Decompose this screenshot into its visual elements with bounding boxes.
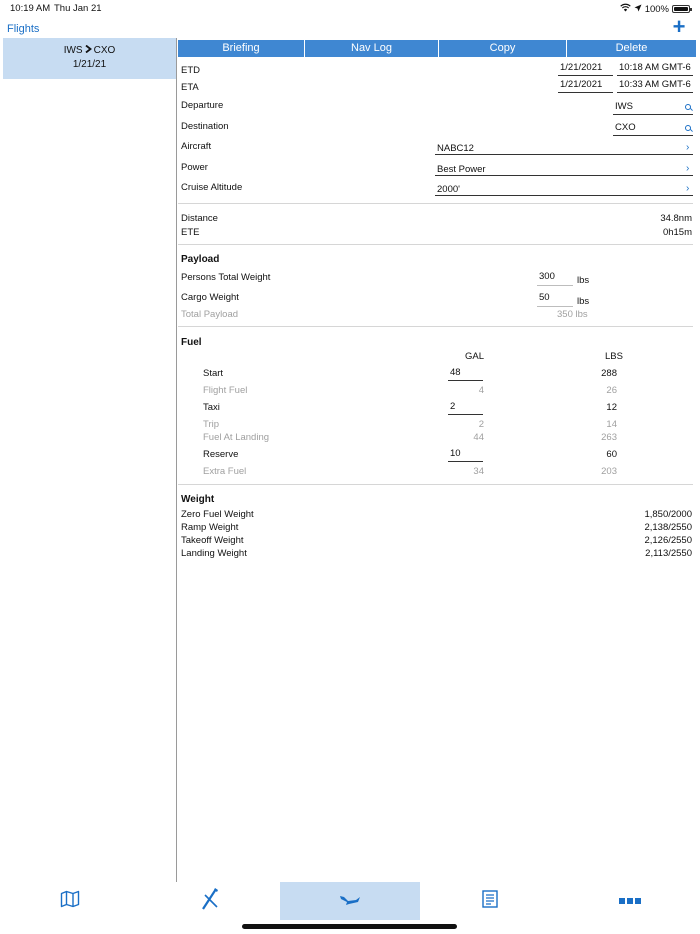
tab-copy[interactable]: Copy xyxy=(439,40,567,57)
flight-fuel-label: Flight Fuel xyxy=(203,385,248,396)
flight-action-tabs xyxy=(178,40,696,57)
fuel-trip-gal: 2 xyxy=(478,419,484,430)
cruise-altitude-selector[interactable]: 2000' xyxy=(437,184,460,195)
etd-date-field[interactable]: 1/21/2021 xyxy=(560,62,603,73)
departure-field[interactable]: IWS xyxy=(615,101,633,112)
aircraft-selector[interactable]: NABC12 xyxy=(437,143,474,154)
fuel-reserve-lbs: 60 xyxy=(606,449,617,460)
section-divider xyxy=(178,326,693,327)
zero-fuel-weight-label: Zero Fuel Weight xyxy=(181,509,254,520)
takeoff-weight-value: 2,126/2550 xyxy=(644,535,692,546)
fuel-start-lbs: 288 xyxy=(601,368,617,379)
fuel-taxi-label: Taxi xyxy=(203,402,220,413)
etd-time-field[interactable]: 10:18 AM GMT-6 xyxy=(619,62,691,73)
fuel-gal-header: GAL xyxy=(465,351,485,362)
flight-fuel-lbs: 26 xyxy=(606,385,617,396)
eta-date-field[interactable]: 1/21/2021 xyxy=(560,79,603,90)
chevron-right-icon[interactable]: › xyxy=(686,142,690,153)
fuel-start-gal-input[interactable]: 48 xyxy=(450,367,461,378)
total-payload-label: Total Payload xyxy=(181,309,239,320)
destination-underline xyxy=(613,135,693,136)
extra-fuel-gal: 34 xyxy=(473,466,484,477)
search-icon[interactable] xyxy=(685,104,691,110)
tab-map[interactable] xyxy=(0,882,140,920)
aircraft-label: Aircraft xyxy=(181,141,212,152)
power-label: Power xyxy=(181,162,208,173)
fuel-reserve-underline xyxy=(448,461,483,462)
fuel-taxi-underline xyxy=(448,414,483,415)
total-payload-value: 350 lbs xyxy=(557,309,588,320)
search-icon[interactable] xyxy=(685,125,691,131)
flight-date: 1/21/21 xyxy=(72,59,107,70)
home-indicator xyxy=(242,924,457,929)
fuel-start-underline xyxy=(448,380,483,381)
cargo-weight-underline xyxy=(537,306,573,307)
plus-icon[interactable]: + xyxy=(672,14,686,39)
tab-logbook[interactable] xyxy=(420,882,560,920)
section-divider xyxy=(178,244,693,245)
battery-percent: 100% xyxy=(644,3,669,15)
distance-value: 34.8nm xyxy=(660,213,692,224)
cargo-weight-label: Cargo Weight xyxy=(181,292,239,303)
ete-value: 0h15m xyxy=(662,227,692,238)
weight-heading: Weight xyxy=(181,494,215,505)
cargo-weight-unit: lbs xyxy=(577,296,590,307)
departure-label: Departure xyxy=(181,100,224,111)
extra-fuel-label: Extra Fuel xyxy=(203,466,247,477)
fuel-reserve-gal-input[interactable]: 10 xyxy=(450,448,461,459)
extra-fuel-lbs: 203 xyxy=(601,466,617,477)
aircraft-underline xyxy=(435,154,693,155)
nav-bar xyxy=(0,14,700,40)
flight-list-item[interactable] xyxy=(3,38,176,79)
destination-field[interactable]: CXO xyxy=(615,122,636,133)
tab-nav-log[interactable]: Nav Log xyxy=(305,40,439,57)
distance-label: Distance xyxy=(181,213,218,224)
persons-weight-label: Persons Total Weight xyxy=(181,272,271,283)
etd-time-underline xyxy=(617,75,693,76)
cargo-weight-input[interactable]: 50 xyxy=(539,292,550,303)
chevron-right-icon xyxy=(85,45,92,56)
location-icon xyxy=(634,4,642,15)
departure-underline xyxy=(613,114,693,115)
flight-fuel-gal: 4 xyxy=(478,385,484,396)
wifi-icon xyxy=(620,3,631,15)
logbook-icon xyxy=(481,889,499,914)
chevron-right-icon[interactable]: › xyxy=(686,183,690,194)
destination-label: Destination xyxy=(181,121,229,132)
fuel-heading: Fuel xyxy=(181,337,202,348)
section-divider xyxy=(178,484,693,485)
flight-list-sidebar xyxy=(0,38,177,882)
tab-flights[interactable] xyxy=(280,882,420,920)
status-date: Thu Jan 21 xyxy=(54,3,102,14)
fuel-at-landing-lbs: 263 xyxy=(601,432,617,443)
fuel-taxi-gal-input[interactable]: 2 xyxy=(450,401,456,412)
payload-heading: Payload xyxy=(181,254,220,265)
power-selector[interactable]: Best Power xyxy=(437,164,486,175)
cruise-altitude-underline xyxy=(435,195,693,196)
tab-more[interactable] xyxy=(560,882,700,920)
zero-fuel-weight-value: 1,850/2000 xyxy=(644,509,692,520)
landing-weight-value: 2,113/2550 xyxy=(645,548,692,559)
etd-date-underline xyxy=(558,75,613,76)
ete-label: ETE xyxy=(181,227,200,238)
fuel-trip-label: Trip xyxy=(203,419,220,430)
status-time: 10:19 AM xyxy=(10,3,51,14)
persons-weight-underline xyxy=(537,285,573,286)
power-underline xyxy=(435,175,693,176)
etd-label: ETD xyxy=(181,65,200,76)
tools-icon xyxy=(199,887,221,916)
fuel-at-landing-gal: 44 xyxy=(473,432,484,443)
flight-from: IWS xyxy=(63,45,83,56)
eta-time-field[interactable]: 10:33 AM GMT-6 xyxy=(619,79,691,90)
fuel-lbs-header: LBS xyxy=(605,351,623,362)
fuel-at-landing-label: Fuel At Landing xyxy=(203,432,270,443)
persons-weight-unit: lbs xyxy=(577,275,590,286)
fuel-taxi-lbs: 12 xyxy=(606,402,617,413)
flights-back-button[interactable]: Flights xyxy=(7,23,40,35)
persons-weight-input[interactable]: 300 xyxy=(539,271,555,282)
battery-icon xyxy=(672,5,690,13)
status-bar xyxy=(0,0,700,18)
tab-delete[interactable]: Delete xyxy=(567,40,696,57)
ramp-weight-label: Ramp Weight xyxy=(181,522,239,533)
fuel-trip-lbs: 14 xyxy=(606,419,617,430)
fuel-start-label: Start xyxy=(203,368,224,379)
takeoff-weight-label: Takeoff Weight xyxy=(181,535,244,546)
tab-briefing[interactable]: Briefing xyxy=(178,40,305,57)
more-icon xyxy=(619,892,641,910)
chevron-right-icon[interactable]: › xyxy=(686,163,690,174)
eta-date-underline xyxy=(558,92,613,93)
flight-to: CXO xyxy=(93,45,116,56)
landing-weight-label: Landing Weight xyxy=(181,548,247,559)
eta-label: ETA xyxy=(181,82,199,93)
flight-route xyxy=(3,45,176,56)
ramp-weight-value: 2,138/2550 xyxy=(644,522,692,533)
section-divider xyxy=(178,203,693,204)
cruise-altitude-label: Cruise Altitude xyxy=(181,182,243,193)
fuel-reserve-label: Reserve xyxy=(203,449,239,460)
tab-tools[interactable] xyxy=(140,882,280,920)
airplane-icon xyxy=(338,891,362,912)
eta-time-underline xyxy=(617,92,693,93)
map-icon xyxy=(60,890,80,913)
